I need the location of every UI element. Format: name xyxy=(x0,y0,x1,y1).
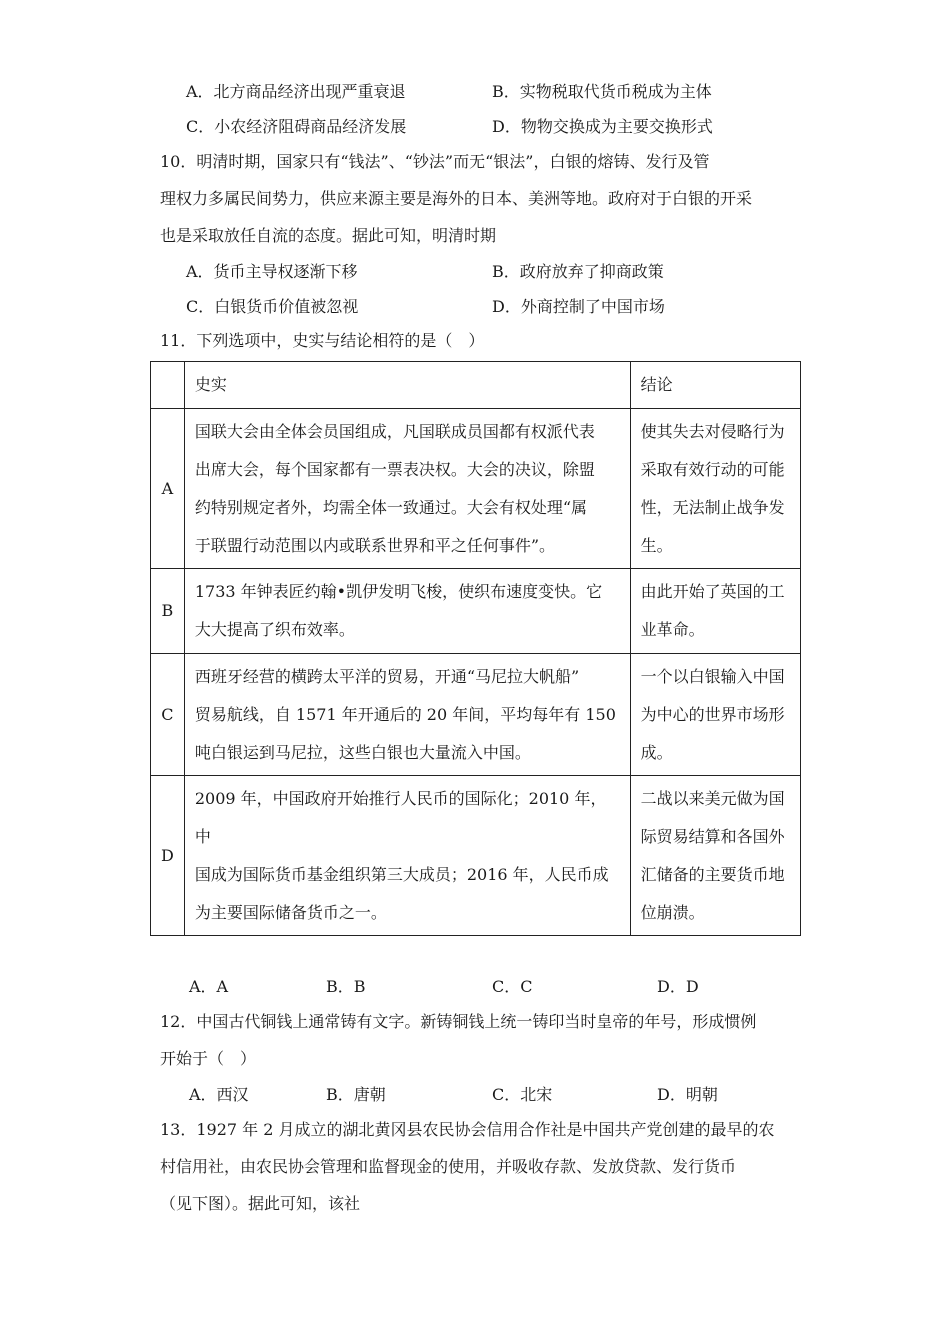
fact-line: 于联盟行动范围以内或联系世界和平之任何事件”。 xyxy=(194,535,556,555)
q10-option-d[interactable]: D．外商控制了中国市场 xyxy=(492,297,665,316)
q11-row-conclusion xyxy=(630,409,800,569)
q11-row-fact xyxy=(184,654,630,776)
q11-table xyxy=(150,361,801,936)
q11-row-conclusion xyxy=(630,654,800,776)
fact-line: 2009 年，中国政府开始推行人民币的国际化；2010 年，中 xyxy=(194,788,607,846)
q10-option-b[interactable]: B．政府放弃了抑商政策 xyxy=(492,262,664,281)
q9-option-a[interactable]: A．北方商品经济出现严重衰退 xyxy=(186,82,406,101)
q11-stem: 11．下列选项中，史实与结论相符的是（ ） xyxy=(160,331,485,350)
q12-option-c[interactable]: C．北宋 xyxy=(492,1085,553,1104)
q11-row-conclusion xyxy=(630,776,800,936)
conclusion-line: 业革命。 xyxy=(640,620,705,639)
conclusion-line: 一个以白银输入中国 xyxy=(640,666,785,686)
conclusion-line: 采取有效行动的可能 xyxy=(640,459,785,479)
q12-option-b[interactable]: B．唐朝 xyxy=(326,1085,386,1104)
fact-line: 贸易航线，自 1571 年开通后的 20 年间，平均每年有 150 xyxy=(194,704,616,724)
fact-line: 吨白银运到马尼拉，这些白银也大量流入中国。 xyxy=(194,742,531,762)
fact-line: 西班牙经营的横跨太平洋的贸易，开通“马尼拉大帆船” xyxy=(194,666,580,686)
q11-row-letter: D xyxy=(151,776,185,936)
q11-row-letter: B xyxy=(151,569,185,654)
q11-table-row-a xyxy=(151,409,801,569)
fact-line: 约特别规定者外，均需全体一致通过。大会有权处理“属 xyxy=(194,497,588,517)
q11-option-a[interactable]: A．A xyxy=(189,977,229,996)
q9-option-d[interactable]: D．物物交换成为主要交换形式 xyxy=(492,117,713,136)
conclusion-line: 汇储备的主要货币地 xyxy=(640,864,785,884)
q13-stem-line-3: （见下图）。据此可知，该社 xyxy=(160,1194,361,1213)
q11-table-header-row xyxy=(151,362,801,409)
q11-header-blank-cell xyxy=(151,362,185,409)
q9-option-b[interactable]: B．实物税取代货币税成为主体 xyxy=(492,82,712,101)
conclusion-line: 成。 xyxy=(640,742,673,762)
q11-row-letter: C xyxy=(151,654,185,776)
conclusion-line: 际贸易结算和各国外 xyxy=(640,826,785,846)
q11-header-fact: 史实 xyxy=(184,362,630,409)
q13-stem-line-1: 13．1927 年 2 月成立的湖北黄冈县农民协会信用合作社是中国共产党创建的最早的农 xyxy=(160,1120,775,1139)
conclusion-line: 性，无法制止战争发 xyxy=(640,497,785,517)
q9-option-c[interactable]: C．小农经济阻碍商品经济发展 xyxy=(186,117,407,136)
conclusion-line: 位崩溃。 xyxy=(640,902,705,922)
q11-row-conclusion xyxy=(630,569,800,654)
conclusion-line: 使其失去对侵略行为 xyxy=(640,421,785,441)
q11-table-row-d xyxy=(151,776,801,936)
conclusion-line: 生。 xyxy=(640,535,673,555)
q10-stem-line-2: 理权力多属民间势力，供应来源主要是海外的日本、美洲等地。政府对于白银的开采 xyxy=(160,189,753,208)
q11-row-letter: A xyxy=(151,409,185,569)
q11-table-row-b xyxy=(151,569,801,654)
q10-stem-line-3: 也是采取放任自流的态度。据此可知，明清时期 xyxy=(160,226,497,245)
conclusion-line: 由此开始了英国的工 xyxy=(640,582,785,601)
q11-option-b[interactable]: B．B xyxy=(326,977,366,996)
q11-row-fact xyxy=(184,409,630,569)
fact-line: 为主要国际储备货币之一。 xyxy=(194,902,387,922)
q12-option-a[interactable]: A．西汉 xyxy=(189,1085,249,1104)
fact-line: 出席大会，每个国家都有一票表决权。大会的决议，除盟 xyxy=(194,459,595,479)
q11-option-c[interactable]: C．C xyxy=(492,977,533,996)
q10-option-c[interactable]: C．白银货币价值被忽视 xyxy=(186,297,359,316)
q11-header-conclusion: 结论 xyxy=(630,362,800,409)
q10-option-a[interactable]: A．货币主导权逐渐下移 xyxy=(186,262,358,281)
q10-stem-line-1: 10．明清时期，国家只有“钱法”、“钞法”而无“银法”，白银的熔铸、发行及管 xyxy=(160,152,710,171)
conclusion-line: 为中心的世界市场形 xyxy=(640,704,785,724)
fact-line: 国成为国际货币基金组织第三大成员；2016 年，人民币成 xyxy=(194,864,609,884)
q12-stem-line-2: 开始于（ ） xyxy=(160,1049,257,1068)
q13-stem-line-2: 村信用社，由农民协会管理和监督现金的使用，并吸收存款、发放贷款、发行货币 xyxy=(160,1157,737,1176)
q12-stem-line-1: 12．中国古代铜钱上通常铸有文字。新铸铜钱上统一铸印当时皇帝的年号，形成惯例 xyxy=(160,1012,757,1031)
fact-line: 1733 年钟表匠约翰•凯伊发明飞梭，使织布速度变快。它 xyxy=(194,582,603,601)
conclusion-line: 二战以来美元做为国 xyxy=(640,788,785,808)
q11-option-d[interactable]: D．D xyxy=(657,977,699,996)
q11-row-fact xyxy=(184,569,630,654)
fact-line: 大大提高了织布效率。 xyxy=(194,620,355,639)
q11-table-row-c xyxy=(151,654,801,776)
fact-line: 国联大会由全体会员国组成，凡国联成员国都有权派代表 xyxy=(194,421,595,441)
q11-row-fact xyxy=(184,776,630,936)
q12-option-d[interactable]: D．明朝 xyxy=(657,1085,718,1104)
